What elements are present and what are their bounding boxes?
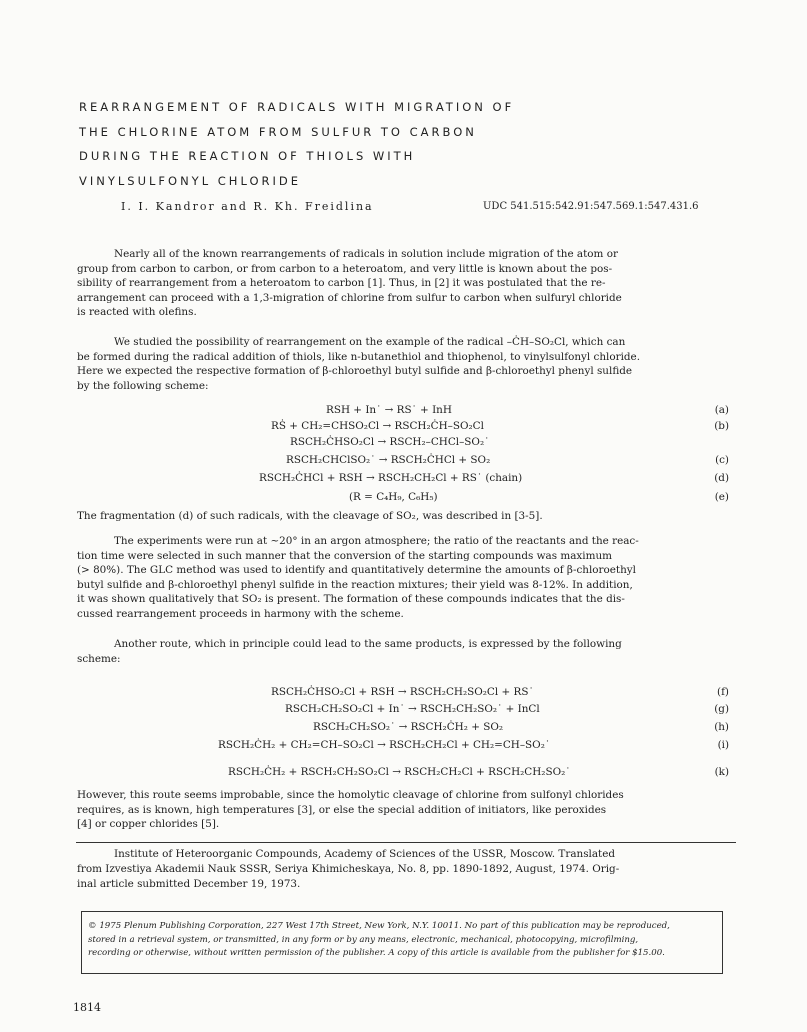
equation-label: (e) <box>714 491 729 503</box>
paragraph-another-route <box>77 637 729 666</box>
text-line: We studied the possibility of rearrangement on the example of the radical –ĊH–SO₂Cl, which can <box>114 336 626 348</box>
text-line: [4] or copper chlorides [5]. <box>77 818 220 831</box>
text-line: Here we expected the respective formation of β-chloroethyl butyl sulfide and β-chloroethyl phenyl sulfide <box>77 365 633 378</box>
copyright-notice <box>88 920 720 961</box>
text-line: cussed rearrangement proceeds in harmony with the scheme. <box>77 607 404 620</box>
text-line: sibility of rearrangement from a heteroatom to carbon [1]. Thus, in [2] it was postulated that the re- <box>77 277 606 290</box>
equation-row <box>0 418 807 434</box>
paragraph-intro <box>77 247 729 320</box>
equation-row <box>0 737 807 753</box>
text-line: it was shown qualitatively that SO₂ is present. The formation of these compounds indicates that the dis- <box>77 593 625 606</box>
equation: RSH + In˙ → RS˙ + InH <box>326 404 452 416</box>
text-line: Institute of Heteroorganic Compounds, Academy of Sciences of the USSR, Moscow. Translated <box>114 848 616 860</box>
equation-label: (g) <box>714 703 729 715</box>
text-line: © 1975 Plenum Publishing Corporation, 227 West 17th Street, New York, N.Y. 10011. No part of this publication may be reproduced, <box>88 921 670 931</box>
text-line: group from carbon to carbon, or from carbon to a heteroatom, and very little is known about the pos- <box>77 262 613 275</box>
equation-label: (h) <box>714 721 729 733</box>
text-line: be formed during the radical addition of thiols, like n-butanethiol and thiophenol, to vinylsulfonyl chloride. <box>77 350 641 363</box>
title-line: DURING THE REACTION OF THIOLS WITH <box>79 149 416 163</box>
equation: RSCH₂CHClSO₂˙ → RSCH₂ĊHCl + SO₂ <box>286 454 491 466</box>
equation: RSCH₂ĊH₂ + CH₂=CH–SO₂Cl → RSCH₂CH₂Cl + CH₂=CH–SO₂˙ <box>218 739 551 751</box>
equation-label: (k) <box>714 766 729 778</box>
affiliation-footnote <box>77 847 733 891</box>
text-line: from Izvestiya Akademii Nauk SSSR, Seriya Khimicheskaya, No. 8, pp. 1890-1892, August, 1974. Orig- <box>77 862 620 875</box>
text-line: is reacted with olefins. <box>77 306 197 319</box>
text-line: butyl sulfide and β-chloroethyl phenyl sulfide in the reaction mixtures; their yield was 8-12%. In addition, <box>77 578 633 591</box>
equation-label: (a) <box>714 404 729 416</box>
equation: RSCH₂ĊH₂ + RSCH₂CH₂SO₂Cl → RSCH₂CH₂Cl + RSCH₂CH₂SO₂˙ <box>228 766 571 778</box>
equation: RSCH₂CH₂SO₂˙ → RSCH₂ĊH₂ + SO₂ <box>313 721 504 733</box>
equation-row <box>0 470 807 486</box>
equation: RSCH₂CH₂SO₂Cl + In˙ → RSCH₂CH₂SO₂˙ + InCl <box>285 703 540 715</box>
equation: (R = C₄H₉, C₆H₅) <box>349 491 438 503</box>
equation-row <box>0 489 807 505</box>
authors: I. I. Kandror and R. Kh. Freidlina <box>121 200 374 213</box>
equation-label: (f) <box>717 686 729 698</box>
equation-row <box>0 701 807 717</box>
text-line: tion time were selected in such manner that the conversion of the starting compounds was maximum <box>77 549 612 562</box>
text-line: stored in a retrieval system, or transmitted, in any form or by any means, electronic, mechanical, photocopying, microfilming, <box>88 934 639 945</box>
text-line: by the following scheme: <box>77 379 209 392</box>
article-title <box>79 95 514 193</box>
text-line: The fragmentation (d) of such radicals, with the cleavage of SO₂, was described in [3-5]. <box>77 510 543 522</box>
text-line: Another route, which in principle could lead to the same products, is expressed by the following <box>114 638 622 650</box>
text-line: Nearly all of the known rearrangements of radicals in solution include migration of the atom or <box>114 248 618 260</box>
paragraph-however <box>77 788 729 832</box>
page-number: 1814 <box>73 1001 101 1014</box>
equation: RSCH₂ĊHSO₂Cl → RSCH₂–CHCl–SO₂˙ <box>290 436 490 448</box>
equation-row <box>0 452 807 468</box>
equation-row <box>0 764 807 780</box>
footnote-divider <box>76 842 736 843</box>
equation-row <box>0 434 807 450</box>
text-line: inal article submitted December 19, 1973. <box>77 877 301 890</box>
equation-row <box>0 719 807 735</box>
text-line: arrangement can proceed with a 1,3-migration of chlorine from sulfur to carbon when sulfuryl chloride <box>77 291 622 304</box>
equation-label: (i) <box>717 739 729 751</box>
title-line: VINYLSULFONYL CHLORIDE <box>79 173 302 188</box>
equation-row <box>0 684 807 700</box>
text-line: scheme: <box>77 652 121 665</box>
text-line: (> 80%). The GLC method was used to identify and quantitatively determine the amounts of β-chloroethyl <box>77 564 636 577</box>
equation: RṠ + CH₂=CHSO₂Cl → RSCH₂ĊH–SO₂Cl <box>271 420 484 432</box>
text-line: requires, as is known, high temperatures [3], or else the special addition of initiators, like peroxides <box>77 803 607 816</box>
equation: RSCH₂ĊHCl + RSH → RSCH₂CH₂Cl + RS˙ (chain) <box>259 472 523 484</box>
udc-code: UDC 541.515:542.91:547.569.1:547.431.6 <box>483 201 699 212</box>
title-line: THE CHLORINE ATOM FROM SULFUR TO CARBON <box>79 124 477 139</box>
text-line: However, this route seems improbable, since the homolytic cleavage of chlorine from sulfonyl chlorides <box>77 789 624 801</box>
text-line: recording or otherwise, without written permission of the publisher. A copy of this article is available from the publisher for $15.00. <box>88 948 665 959</box>
equation-label: (b) <box>714 420 729 432</box>
text-line: The experiments were run at ~20° in an argon atmosphere; the ratio of the reactants and the reac- <box>114 535 639 547</box>
title-line: REARRANGEMENT OF RADICALS WITH MIGRATION OF <box>79 100 515 114</box>
equation-row <box>0 402 807 418</box>
paragraph-experiments <box>77 534 729 622</box>
equation-label: (d) <box>714 472 729 484</box>
equation: RSCH₂ĊHSO₂Cl + RSH → RSCH₂CH₂SO₂Cl + RS˙ <box>271 686 534 698</box>
paragraph-fragmentation <box>77 509 729 524</box>
paragraph-study <box>77 335 729 393</box>
equation-label: (c) <box>715 454 729 466</box>
